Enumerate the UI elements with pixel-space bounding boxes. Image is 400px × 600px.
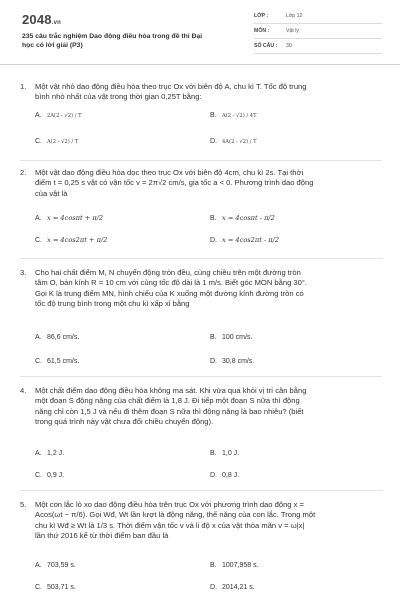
- option-b[interactable]: B. 1007,958 s.: [210, 562, 259, 569]
- option-c[interactable]: C. A(2 - √2) / T: [35, 138, 79, 145]
- option-b[interactable]: B. x = 4cosπt - π/2: [210, 214, 275, 222]
- option-a[interactable]: A. 1,2 J.: [35, 450, 65, 457]
- meta-subject: MÔN : Vật lý: [254, 25, 382, 39]
- option-b[interactable]: B. 1,0 J.: [210, 450, 240, 457]
- option-a[interactable]: A. x = 4cosπt + π/2: [35, 214, 104, 222]
- question-text: 2. Một vật dao động điều hòa dọc theo trục Ox với biên độ 4cm, chu kì 2s. Tại thời điểm t = 0,25 s vật có vận tốc v = 2π√2 cm/s, gia tốc a < 0. Phương trình dao động của vật là: [20, 168, 314, 198]
- document-header: [0, 0, 400, 65]
- divider: [20, 376, 382, 377]
- question-text: 5. Một con lắc lò xo dao động điều hòa trên trục Ox với phương trình dao động x = Acos(ωt − π/6). Gọi Wđ, Wt lần lượt là động năng, thế năng của con lắc. Trong một chu kì Wđ ≥ Wt là 1/3 s. Thời điểm vận tốc v và li độ x của vật thỏa mãn v = ω|x| lần thứ 2016 kể từ thời điểm ban đầu là: [20, 500, 316, 541]
- site-logo[interactable]: 2048.vn: [22, 12, 62, 27]
- question-2: [20, 168, 384, 254]
- option-b[interactable]: B. A(2 - √2) / 4T: [210, 112, 257, 119]
- option-d[interactable]: D. 30,8 cm/s.: [210, 358, 255, 365]
- question-4: [20, 386, 384, 486]
- option-d[interactable]: D. 2014,21 s.: [210, 584, 255, 591]
- question-3: [20, 268, 384, 368]
- meta-grade: LỚP : Lớp 12: [254, 10, 382, 24]
- divider: [20, 490, 382, 491]
- question-text: 3. Cho hai chất điểm M, N chuyển động tròn đều, cùng chiều trên một đường tròn tâm O, bán kính R = 10 cm với cùng tốc độ dài là 1 m/s. Biết góc MON bằng 30°. Gọi K là trung điểm MN, hình chiếu của K xuống một đường kính đường tròn có tốc độ trung bình trong một chu kì xấp xỉ bằng: [20, 268, 308, 309]
- document-title: 235 câu trắc nghiệm Dao động điều hòa trong đề thi Đại học có lời giải (P3): [22, 33, 203, 49]
- question-1: [20, 82, 384, 162]
- question-text: 1. Một vật nhỏ dao động điều hòa theo trục Ox với biên độ A, chu kì T. Tốc độ trung bình nhỏ nhất của vật trong thời gian 0,25T bằng:: [20, 82, 307, 102]
- meta-question-count: SỐ CÂU : 30: [254, 40, 382, 54]
- option-a[interactable]: A. 703,59 s.: [35, 562, 76, 569]
- option-d[interactable]: D. 4A(2 - √2) / T: [210, 138, 257, 145]
- option-d[interactable]: D. 0,8 J.: [210, 472, 240, 479]
- question-5: [20, 500, 384, 600]
- question-text: 4. Một chất điểm dao động điều hòa không ma sát. Khi vừa qua khỏi vị trí cân bằng một đoạn S động năng của chất điểm là 1,8 J. Đi tiếp một đoạn S nữa thì động năng chỉ còn 1,5 J và nếu đi thêm đoạn S nữa thì động năng là bao nhiêu? (biết trong quá trình này vật chưa đổi chiều chuyển động).: [20, 386, 307, 427]
- option-c[interactable]: C. x = 4cos2πt + π/2: [35, 236, 108, 244]
- option-c[interactable]: C. 503,71 s.: [35, 584, 76, 591]
- option-d[interactable]: D. x = 4cos2πt - π/2: [210, 236, 280, 244]
- option-c[interactable]: C. 61,5 cm/s.: [35, 358, 80, 365]
- divider: [20, 160, 382, 161]
- option-c[interactable]: C. 0,9 J.: [35, 472, 65, 479]
- option-a[interactable]: A. 2A(2 - √2) / T: [35, 112, 82, 119]
- divider: [20, 258, 382, 259]
- option-b[interactable]: B. 100 cm/s.: [210, 334, 253, 341]
- option-a[interactable]: A. 86,6 cm/s.: [35, 334, 80, 341]
